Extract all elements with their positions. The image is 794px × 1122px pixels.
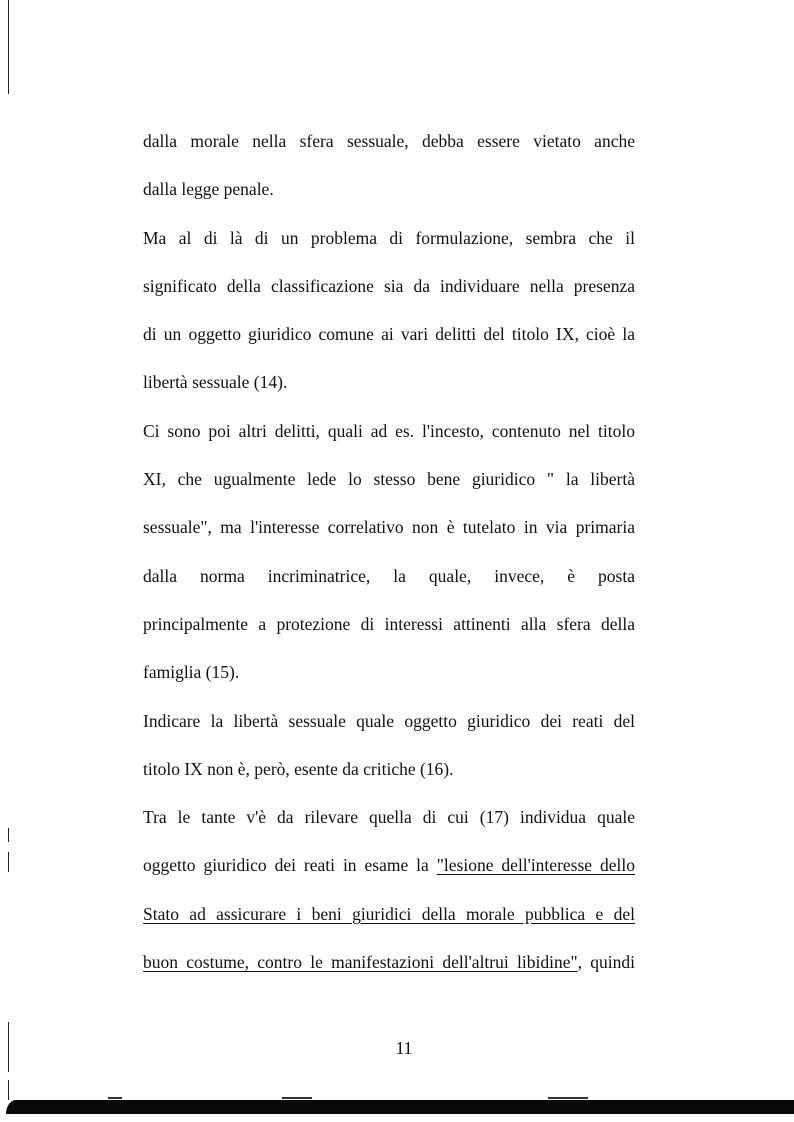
text-line: famiglia (15). [143,662,240,683]
text-line: di un oggetto giuridico comune ai vari delitti del titolo IX, cioè la [143,324,635,345]
text-line: Indicare la libertà sessuale quale oggetto giuridico dei reati del [143,710,635,731]
scan-mark-left-mid2 [8,852,9,872]
text-line: XI, che ugualmente lede lo stesso bene giuridico " la libertà [143,469,635,490]
scan-mark-left-mid [8,828,9,842]
text-line: dalla morale nella sfera sessuale, debba essere vietato anche [143,131,635,151]
text-segment: oggetto giuridico dei reati in esame la [143,855,437,876]
text-line: significato della classificazione sia da individuare nella presenza [143,275,635,296]
underlined-quote: "lesione dell'interesse dello [436,855,635,876]
text-line: Ma al di là di un problema di formulazione, sembra che il [143,227,635,248]
body-text [143,126,635,995]
scan-speck [282,1097,312,1099]
text-segment: , quindi [577,952,635,973]
text-line: libertà sessuale (14). [143,372,288,393]
scan-speck [108,1097,122,1099]
scan-mark-left-top [8,0,9,94]
text-line: Tra le tante v'è da rilevare quella di cui (17) individua quale [143,807,635,828]
text-line: dalla legge penale. [143,179,274,200]
scan-bottom-edge [6,1100,794,1114]
underlined-quote: buon costume, contro le manifestazioni dell'altrui libidine" [143,952,578,973]
page-number: 11 [395,1038,413,1058]
text-line: principalmente a protezione di interessi attinenti alla sfera della [143,613,635,634]
text-line: titolo IX non è, però, esente da critiche (16). [143,758,454,779]
text-line: Ci sono poi altri delitti, quali ad es. l'incesto, contenuto nel titolo [143,420,635,441]
underlined-quote-line: Stato ad assicurare i beni giuridici della morale pubblica e del [143,903,635,924]
text-line: sessuale", ma l'interesse correlativo non è tutelato in via primaria [143,517,635,538]
text-line: dalla norma incriminatrice, la quale, invece, è posta [143,565,635,586]
text-line [143,947,635,995]
scan-speck [548,1097,588,1099]
scan-mark-left-bottom2 [8,1080,9,1100]
text-line [143,850,635,898]
